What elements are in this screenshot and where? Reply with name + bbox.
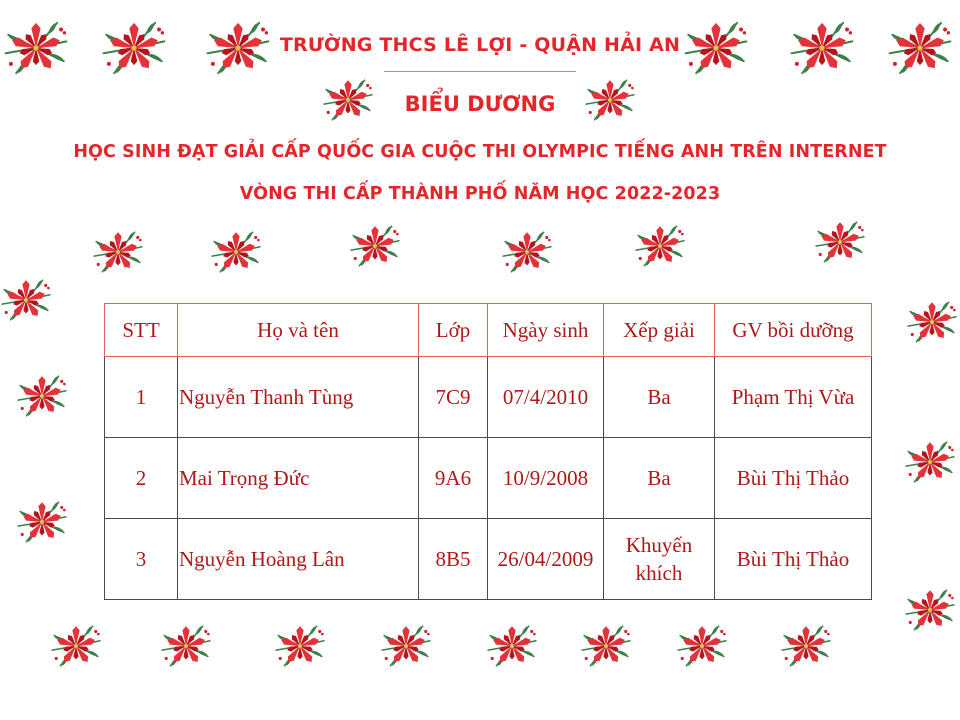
cell-class: 8B5 [419,519,488,600]
poinsettia-icon [676,620,728,672]
poinsettia-icon [904,436,956,488]
cell-teacher: Bùi Thị Thảo [715,519,872,600]
table-row [105,519,872,600]
cell-class: 7C9 [419,357,488,438]
table-row [105,438,872,519]
poinsettia-icon [160,620,212,672]
poinsettia-icon [50,620,102,672]
results-table [104,303,872,600]
poinsettia-icon [904,584,956,636]
cell-prize-text: Khuyến khích [625,533,693,585]
poinsettia-icon [16,496,68,548]
cell-dob: 26/04/2009 [488,519,604,600]
table-row [105,357,872,438]
cell-teacher: Phạm Thị Vừa [715,357,872,438]
column-header-prize: Xếp giải [604,304,715,357]
cell-stt: 3 [105,519,178,600]
poinsettia-icon [580,620,632,672]
poinsettia-icon [486,620,538,672]
poinsettia-icon [0,274,52,326]
cell-stt: 2 [105,438,178,519]
column-header-dob: Ngày sinh [488,304,604,357]
cell-dob: 10/9/2008 [488,438,604,519]
school-name: TRƯỜNG THCS LÊ LỢI - QUẬN HẢI AN [279,34,681,56]
cell-stt: 1 [105,357,178,438]
poinsettia-icon [814,216,866,268]
table-header-row [105,304,872,357]
column-header-name: Họ và tên [178,304,419,357]
cell-prize: Ba [604,438,715,519]
column-header-stt: STT [105,304,178,357]
poinsettia-icon [16,370,68,422]
poinsettia-icon [274,620,326,672]
poinsettia-icon [349,220,401,272]
poinsettia-icon [380,620,432,672]
cell-dob: 07/4/2010 [488,357,604,438]
subtitle-line-2: VÒNG THI CẤP THÀNH PHỐ NĂM HỌC 2022-2023 [239,184,721,204]
cell-prize: Ba [604,357,715,438]
poinsettia-icon [92,226,144,278]
column-header-teacher: GV bồi dưỡng [715,304,872,357]
cell-name: Nguyễn Hoàng Lân [178,519,419,600]
header-divider [384,71,576,72]
cell-name: Mai Trọng Đức [178,438,419,519]
poinsettia-icon [210,226,262,278]
cell-class: 9A6 [419,438,488,519]
cell-name: Nguyễn Thanh Tùng [178,357,419,438]
subtitle-line-1: HỌC SINH ĐẠT GIẢI CẤP QUỐC GIA CUỘC THI OLYMPIC TIẾNG ANH TRÊN INTERNET [73,142,887,162]
poinsettia-icon [780,620,832,672]
award-title: BIỂU DƯƠNG [404,92,556,116]
column-header-class: Lớp [419,304,488,357]
cell-teacher: Bùi Thị Thảo [715,438,872,519]
cell-prize [604,519,715,600]
poinsettia-icon [634,220,686,272]
poinsettia-icon [906,296,958,348]
poinsettia-icon [501,226,553,278]
